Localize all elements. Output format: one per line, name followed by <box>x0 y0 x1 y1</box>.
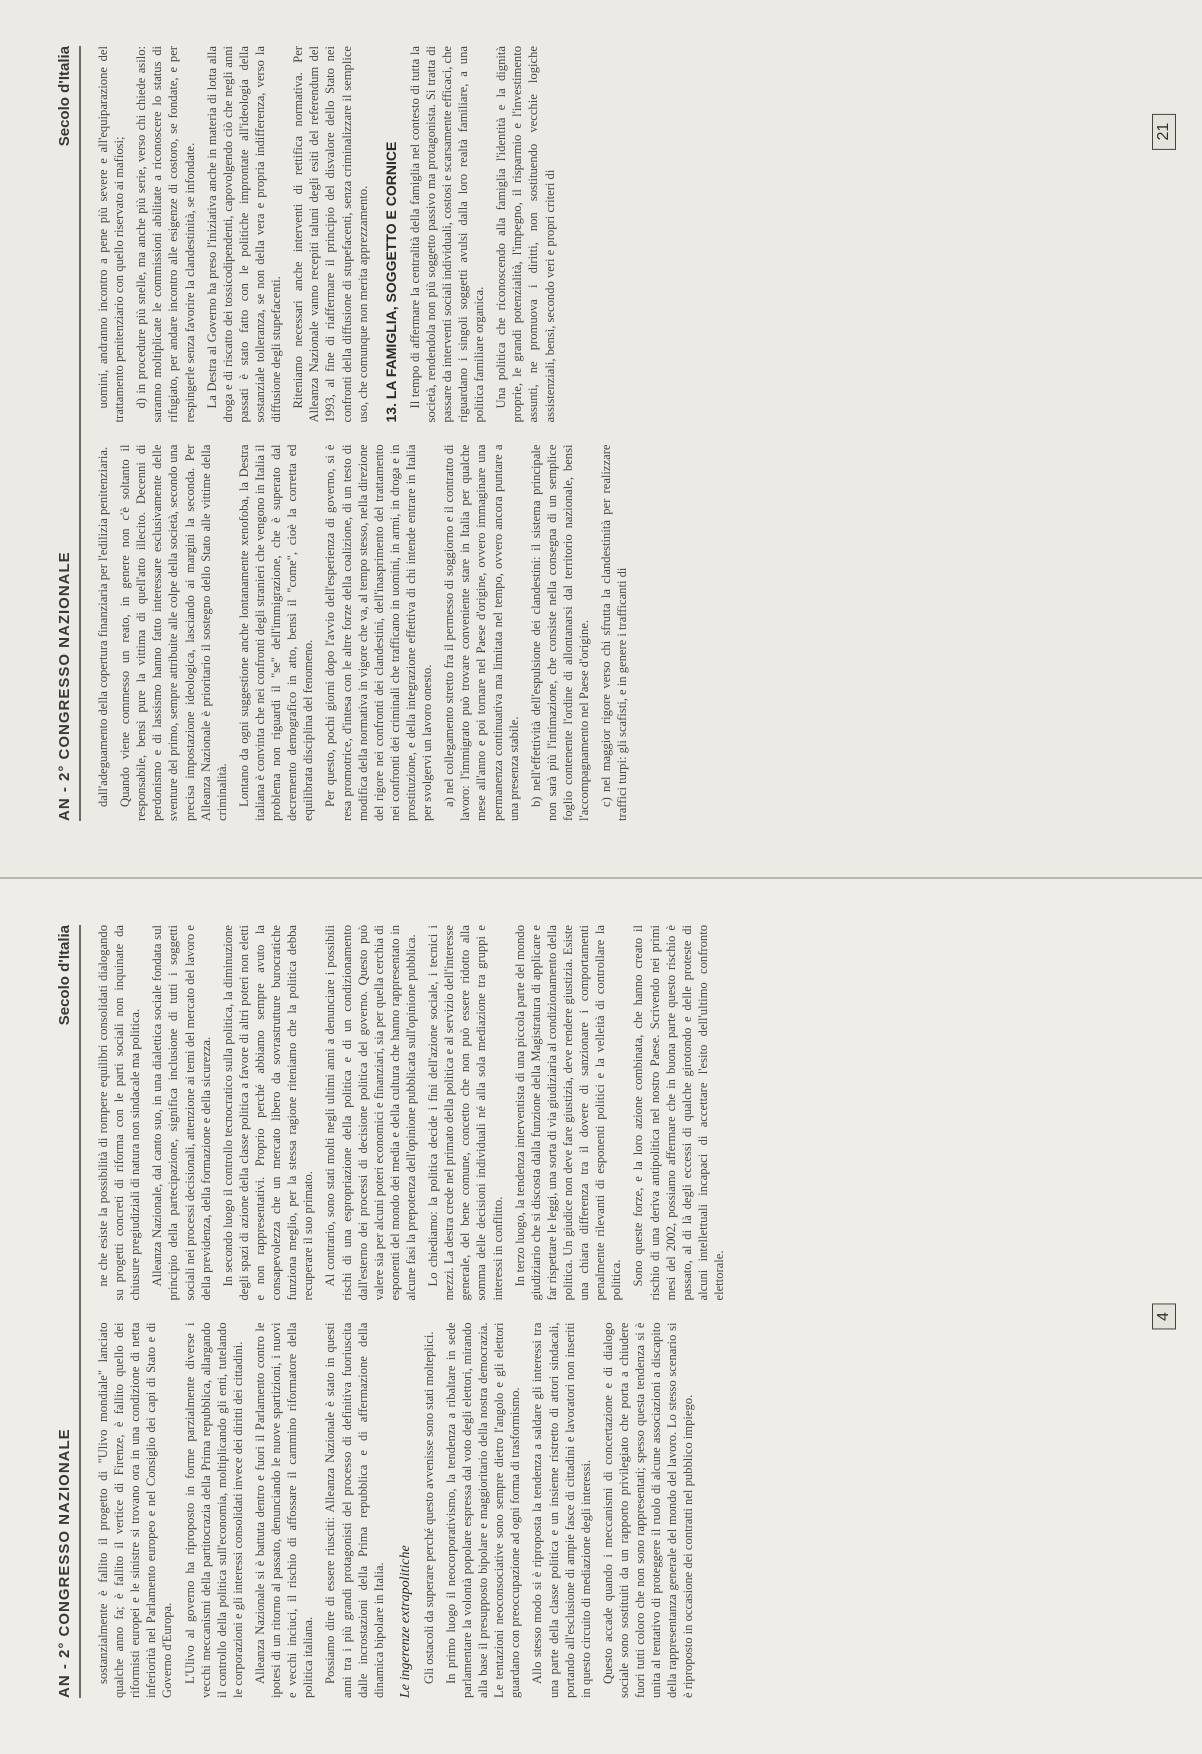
text-columns <box>95 925 1095 1698</box>
section-heading: 13. LA FAMIGLIA, SOGGETTO E CORNICE <box>382 141 399 423</box>
paragraph: Quando viene commesso un reato, in genere non c'è soltanto il responsabile, bensì pure la vittima di quell'atto illecito. Decenni di perdonismo e di lassismo hanno fatto interessare esclusivamente delle sventure del primo, sempre attribuite alle colpe della società, secondo una precisa impostazione ideologica, lasciando ai margini la seconda. Per Alleanza Nazionale è prioritario il sostegno dello Stato alle vittime della criminalità. <box>118 444 229 821</box>
paragraph: Per questo, pochi giorni dopo l'avvio dell'esperienza di governo, si è resa promotrice, d'intesa con le altre forze della coalizione, di un testo di modifica della normativa in vigore che va, al tempo stesso, nella direzione del rigore nei confronti dei clandestini, dell'inasprimento del trattamento nei confronti dei criminali che trafficano in uomini, in armi, in droga e in prostituzione, e della integrazione effettiva di chi intende entrare in Italia per svolgervi un lavoro onesto. <box>323 444 435 821</box>
paragraph: c) nel maggior rigore verso chi sfrutta la clandestinità per realizzare traffici turpi: gli scafisti, e in genere i trafficanti di <box>599 444 630 821</box>
page-number: 21 <box>1152 114 1176 150</box>
publication-name: Secolo d'Italia <box>56 46 73 147</box>
paragraph: Questo accade quando i meccanismi di concertazione e di dialogo sociale sono sostituiti da un rapporto privilegiato che porta a chiudere fuori tutti coloro che non sono rappresentati; spesso questa tendenza si è unita al tentativo di proteggere il ruolo di alcune associazioni a discapito della rappresentanza generale del mondo del lavoro. Lo stesso scenario si è riproposto in occasione dei contratti nel pubblico impiego. <box>600 1322 696 1698</box>
running-head <box>56 46 81 821</box>
paragraph: uomini, andranno incontro a pene più severe e all'equiparazione del trattamento penitenziario con quello riservato ai mafiosi; <box>96 46 127 423</box>
paragraph: Una politica che riconoscendo alla famiglia l'identità e la dignità proprie, le grandi potenzialità, l'impegno, il risparmio e l'investimento assunti, ne promuova i diritti, non sostituendo vecchie logiche assistenziali, bensì, secondo veri e propri criteri di <box>494 46 557 423</box>
section-heading: Le ingerenze extrapolitiche <box>397 1545 413 1698</box>
congress-header: AN - 2° CONGRESSO NAZIONALE <box>56 551 73 821</box>
congress-header: AN - 2° CONGRESSO NAZIONALE <box>56 1428 73 1698</box>
page-number: 4 <box>1152 1303 1176 1330</box>
paragraph: b) nell'effettività dell'espulsione dei clandestini: il sistema principale non sarà più l'intimazione, che consiste nella consegna di un semplice foglio contenente l'ordine di allontanarsi dal territorio nazionale, bensì l'accompagnamento nel Paese d'origine. <box>528 444 592 821</box>
paragraph: In primo luogo il neocorporativismo, la tendenza a ribaltare in sede parlamentare la volontà popolare espressa dal voto degli elettori, mirando alla base il presupposto bipolare e maggioritario della nostra democrazia. Le tentazioni neoconsociative sono sempre dietro l'angolo e gli elettori guardano con preoccupazione ad ogni forma di trasformismo. <box>443 1322 523 1698</box>
column-1 <box>95 1323 1095 1699</box>
paragraph: Sono queste forze, e la loro azione combinata, che hanno creato il rischio di una deriva antipolitica nel nostro Paese. Scrivendo nei primi mesi del 2002, possiamo affermare che in buona parte questo rischio è passato, al di là degli eccessi di qualche girotondo e delle proteste di alcuni intellettuali incapaci di accettare l'esito dell'ultimo confronto elettorale. <box>631 925 726 1301</box>
paragraph: L'Ulivo al governo ha riproposto in forme parzialmente diverse i vecchi meccanismi della partitocrazia della Prima repubblica, allargando il controllo della politica sull'economia, moltiplicando gli enti, tutelando le corporazioni e gli interessi consolidati invece dei diritti dei cittadini. <box>182 1322 245 1698</box>
paragraph: Alleanza Nazionale si è battuta dentro e fuori il Parlamento contro le ipotesi di un ritorno al passato, denunciando le nuove spartizioni, i nuovi e vecchi inciuci, il rischio di affossare il cammino riformatore della politica italiana. <box>252 1322 316 1698</box>
column-2 <box>95 925 1095 1301</box>
paragraph: Riteniamo necessari anche interventi di rettifica normativa. Per Alleanza Nazionale vanno recepiti taluni degli esiti del referendum del 1993, al fine di riaffermare il principio del disvalore dello Stato nei confronti della diffusione di stupefacenti, senza criminalizzare il semplice uso, che comunque non merita apprezzamento. <box>291 46 370 423</box>
paragraph: Lo chiediamo: la politica decide i fini dell'azione sociale, i tecnici i mezzi. La destra crede nel primato della politica e al servizio dell'interesse generale, del bene comune, concetto che non può essere ridotto alla somma delle decisioni individuali né alla sola mediazione tra gruppi e interessi in conflitto. <box>426 925 505 1301</box>
running-head <box>56 925 81 1698</box>
paragraph: Possiamo dire di essere riusciti: Alleanza Nazionale è stato in questi anni tra i più grandi protagonisti del processo di definitiva fuoriuscita dalle incrostazioni della Prima repubblica e di affermazione della dinamica bipolare in Italia. <box>323 1322 386 1698</box>
publication-name: Secolo d'Italia <box>56 925 73 1026</box>
paragraph: La Destra al Governo ha preso l'iniziativa anche in materia di lotta alla droga e di riscatto dei tossicodipendenti, capovolgendo ciò che negli anni passati è stato fatto con le politiche improntate all'ideologia della sostanziale tolleranza, se non della vera e propria indifferenza, verso la diffusione degli stupefacenti. <box>204 46 284 423</box>
paragraph: sostanzialmente è fallito il progetto di "Ulivo mondiale" lanciato qualche anno fa; è fallito il vertice di Firenze, è fallito quello dei riformisti europei e le sinistre si trovano ora in una condizione di netta inferiorità nel Parlamento europeo e nel Consiglio dei capi di Stato e di Governo d'Europa. <box>96 1322 175 1698</box>
column-1 <box>95 445 1095 822</box>
paragraph: In secondo luogo il controllo tecnocratico sulla politica, la diminuzione degli spazi di azione della classe politica a favore di altri poteri non eletti e non rappresentativi. Proprio perché abbiamo sempre avuto la consapevolezza che un mercato libero da sovrastrutture burocratiche funziona meglio, per la stessa ragione riteniamo che la politica debba recuperare il suo primato. <box>220 925 316 1301</box>
column-2 <box>95 46 1095 423</box>
paragraph: ne che esiste la possibilità di rompere equilibri consolidati dialogando su progetti concreti di riforma con le parti sociali non inquinate da chiusure pregiudiziali di natura non sindacale ma politica. <box>96 925 143 1301</box>
paragraph: dall'adeguamento della copertura finanziaria per l'edilizia penitenziaria. <box>96 446 110 807</box>
paragraph: Allo stesso modo si è riproposta la tendenza a saldare gli interessi tra una parte della classe politica e un insieme ristretto di attori sindacali, portando all'esclusione di ampie fasce di cittadini e lavoratori non inseriti in questo circuito di mediazione degli interessi. <box>530 1322 593 1698</box>
paragraph: Il tempo di affermare la centralità della famiglia nel contesto di tutta la società, rendendola non più soggetto passivo ma protagonista. Si tratta di passare da interventi sociali individuali, costosi e scarsamente efficaci, che riguardano i singoli soggetti avulsi dalla loro realtà familiare, a una politica familiare organica. <box>407 46 487 423</box>
paragraph: a) nel collegamento stretto fra il permesso di soggiorno e il contratto di lavoro: l'immigrato può trovare conveniente stare in Italia per qualche mese all'anno e poi tornare nel Paese d'origine, ovvero immaginare una permanenza continuativa ma limitata nel tempo, ovvero ancora puntare a una presenza stabile. <box>442 444 521 821</box>
paragraph: In terzo luogo, la tendenza interventista di una piccola parte del mondo giudiziario che si discosta dalla funzione della Magistratura di applicare e far rispettare le leggi, una sorta di via giudiziaria al condizionamento della politica. Un giudice non deve fare giustizia, deve rendere giustizia. Esiste una chiara differenza tra il dovere di sanzionare i comportamenti penalmente rilevanti di esponenti politici e la velleità di controllare la politica. <box>512 925 624 1301</box>
paragraph: Lontano da ogni suggestione anche lontanamente xenofoba, la Destra italiana è convinta che nei confronti degli stranieri che vengono in Italia il problema non riguardi il "se" dell'immigrazione, che è superato dal decremento demografico in atto, bensì il "come", cioè la corretta ed equilibrata disciplina del fenomeno. <box>236 444 316 821</box>
paragraph: d) in procedure più snelle, ma anche più serie, verso chi chiede asilo: saranno moltiplicate le commissioni abilitate a riconoscere lo status di rifugiato, per andare incontro alle esigenze di costoro, se fondate, e per respingerle senza favorire la clandestinità, se infondate. <box>134 46 197 423</box>
paragraph: Gli ostacoli da superare perché questo avvenisse sono stati molteplici. <box>421 1331 436 1684</box>
left-page <box>0 877 1202 1754</box>
paragraph: Al contrario, sono stati molti negli ultimi anni a denunciare i possibili rischi di una espropriazione della politica e di un condizionamento dall'esterno dei processi di decisione politica del governo. Questo può valere sia per alcuni poteri economici e finanziari, sia per quella cerchia di esponenti del mondo dei media e della cultura che hanno rappresentato in alcune fasi la prepotenza dell'opinione pubblicata sull'opinione pubblica. <box>323 925 418 1301</box>
paragraph: Alleanza Nazionale, dal canto suo, in una dialettica sociale fondata sul principio della partecipazione, significa inclusione di tutti i soggetti sociali nei processi decisionali, attenzione ai temi del mercato del lavoro e della previdenza, della formazione e della sicurezza. <box>150 925 213 1301</box>
text-columns <box>95 46 1095 821</box>
